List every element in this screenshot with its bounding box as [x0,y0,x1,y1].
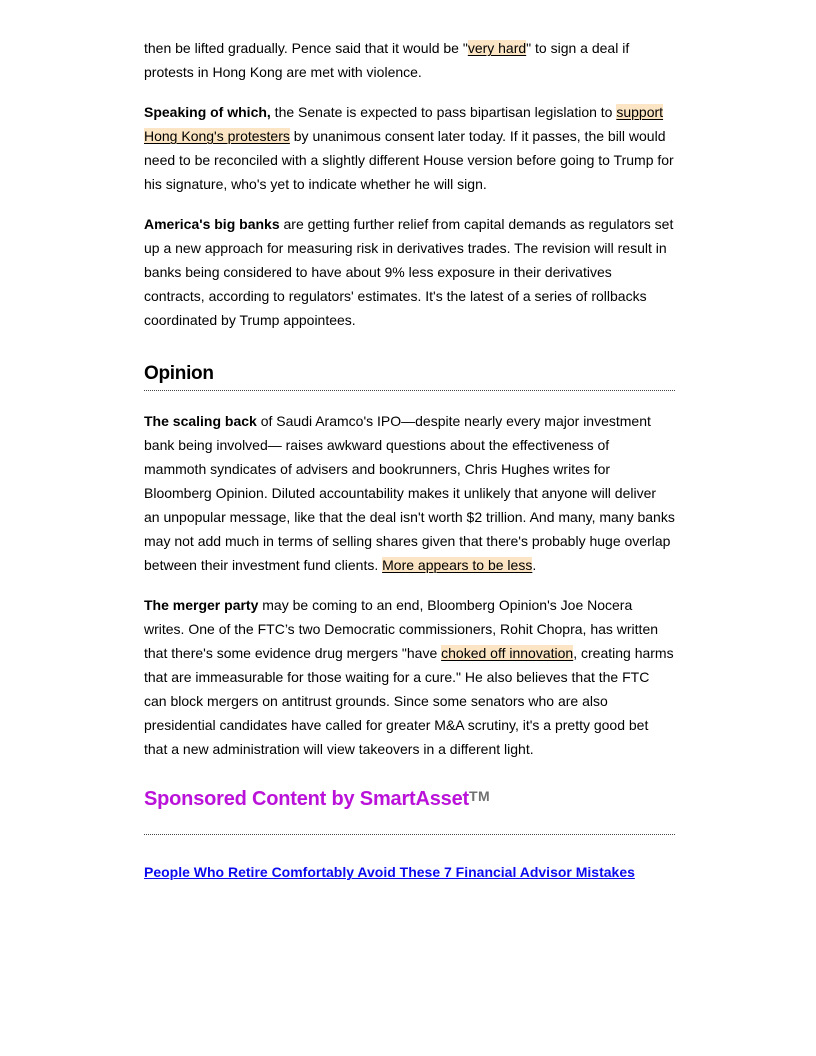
text-segment: may be coming to an end, Bloomberg Opinion's Joe Nocera writes. One of the FTC’s two Democratic commissioners, Rohit Chopra, has written that there's some evidence drug mergers "have [144,597,659,661]
lead-bold-text: The merger party [144,597,259,613]
paragraph-pence-trade-deal [144,36,675,84]
paragraph-merger-party [144,593,675,761]
paragraph-senate-bill [144,100,675,196]
section-heading-opinion: Opinion [144,362,675,391]
inline-link-choked-off-innovation[interactable]: choked off innovation [441,645,574,661]
newsletter-body [144,36,675,885]
inline-link-very-hard[interactable]: very hard [467,40,527,56]
text-segment: " to sign a deal if protests in Hong Kong are met with violence. [144,40,630,80]
lead-bold-text: Speaking of which, [144,104,271,120]
paragraph-aramco-ipo [144,409,675,577]
text-segment: by unanimous consent later today. If it passes, the bill would need to be reconciled with a slightly different House version before going to Trump for his signature, who's yet to indicate whether he will sign. [144,128,674,192]
dotted-divider [144,834,675,835]
lead-bold-text: America's big banks [144,216,280,232]
text-segment: , creating harms that are immeasurable for those waiting for a cure." He also believes that the FTC can block mergers on antitrust grounds. Since some senators who are also presidential candidates have called for greater M&A scrutiny, it's a pretty good bet that a new administration will view takeovers in a different light. [144,645,674,757]
text-segment: the Senate is expected to pass bipartisan legislation to [270,104,617,120]
inline-link-more-appears-to-be-less[interactable]: More appears to be less [382,557,533,573]
lead-bold-text: The scaling back [144,413,257,429]
sponsored-article-link-line [144,859,675,885]
text-segment: of Saudi Aramco's IPO—despite nearly every major investment bank being involved— raises awkward questions about the effectiveness of mammoth syndicates of advisers and bookrunners, Chris Hughes writes for Bloomberg Opinion. Diluted accountability makes it unlikely that anyone will deliver an unpopular message, like that the deal isn't worth $2 trillion. And many, many banks may not add much in terms of selling shares given that there's probably huge overlap between their investment fund clients. [144,413,675,573]
text-segment: are getting further relief from capital demands as regulators set up a new approach for measuring risk in derivatives trades. The revision will result in banks being considered to have about 9% less exposure in their derivatives contracts, according to regulators' estimates. It's the latest of a series of rollbacks coordinated by Trump appointees. [144,216,674,328]
text-segment: then be lifted gradually. Pence said that it would be " [144,40,468,56]
sponsored-article-link[interactable]: People Who Retire Comfortably Avoid These 7 Financial Advisor Mistakes [144,864,635,880]
inline-link-support-hk-protesters[interactable]: support Hong Kong's protesters [144,104,664,144]
sponsored-heading-text: Sponsored Content by SmartAsset [144,788,469,810]
paragraph-big-banks [144,212,675,332]
trademark-symbol: TM [468,788,491,804]
text-segment: . [532,557,537,573]
sponsored-content-heading [144,783,675,812]
